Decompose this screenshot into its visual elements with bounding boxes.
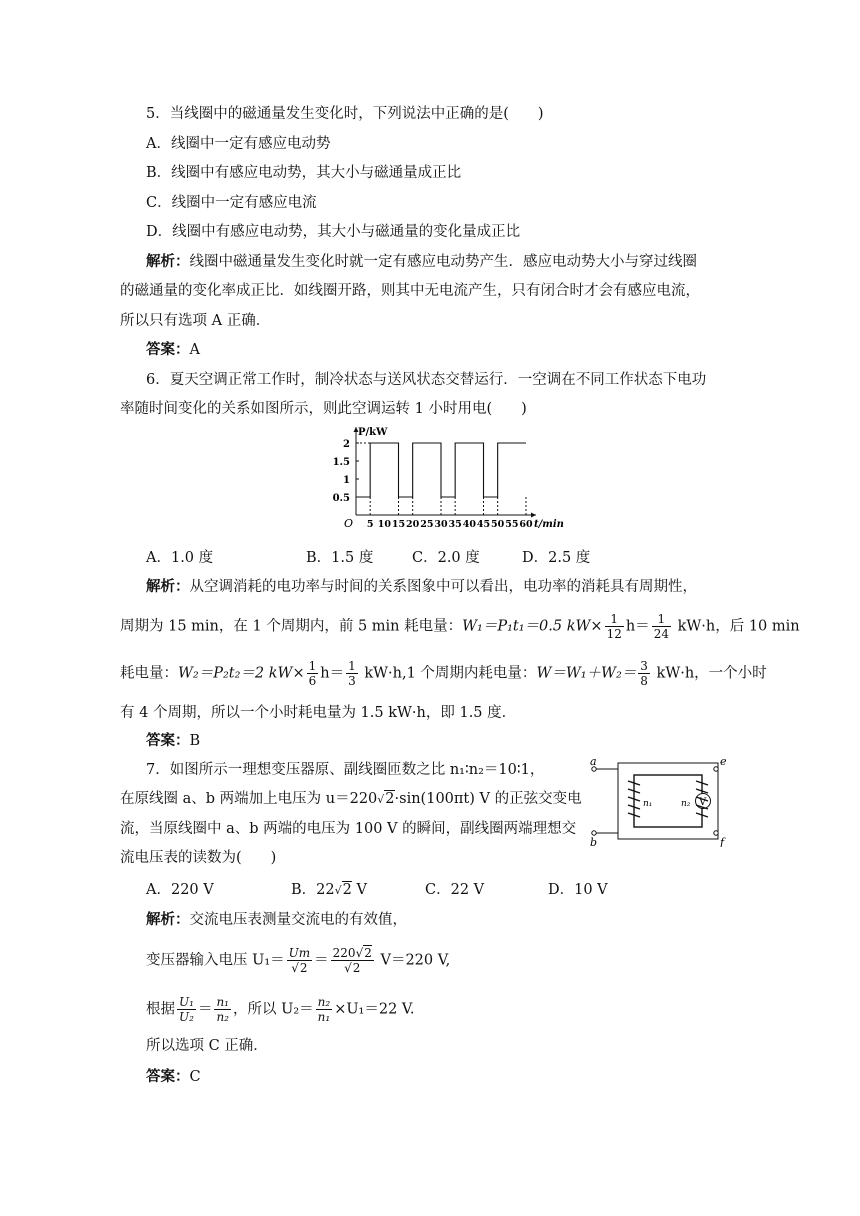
x-axis-arrow	[531, 513, 536, 518]
q6-a3-unit: h＝	[320, 665, 345, 682]
x-tick-label: 45	[476, 519, 491, 530]
q7-option-c: C．22 V	[425, 882, 485, 898]
frac-den: U₂	[179, 1010, 194, 1024]
terminal-a: a	[590, 755, 597, 768]
q6-analysis-line3	[120, 659, 767, 688]
q5-answer-label: 答案：	[146, 341, 190, 358]
frac-num: 1	[348, 659, 356, 673]
q5-analysis-line2: 的磁通量的变化率成正比．如线圈开路，则其中无电流产生，只有闭合时才会有感应电流，	[120, 283, 700, 299]
fraction-n2-n1	[316, 995, 333, 1024]
fraction-1-6	[307, 659, 319, 688]
frac-den: 6	[308, 674, 317, 688]
q6-a2-end: kW·h，后 10 min	[672, 618, 800, 635]
terminal-e: e	[720, 755, 727, 768]
q7-answer	[146, 1067, 201, 1087]
q5-analysis-text1: 线圈中磁通量发生变化时就一定有感应电动势产生．感应电动势大小与穿过线圈	[189, 254, 697, 270]
q6-analysis-text1: 从空调消耗的电功率与时间的关系图象中可以看出，电功率的消耗具有周期性，	[189, 579, 697, 595]
q7-a2-eq: ＝	[314, 952, 329, 969]
frac-den: n₂	[216, 1010, 229, 1024]
x-tick-label: 30	[434, 519, 448, 530]
q7-answer-value: C	[189, 1069, 201, 1085]
q6-a3-end: kW·h，一个小时	[651, 665, 767, 682]
q7-analysis-line1	[146, 910, 407, 930]
fraction-1-24	[652, 612, 671, 641]
q5-analysis-line1	[146, 252, 697, 272]
x-tick-label: 25	[420, 519, 434, 530]
q6-option-d: D．2.5 度	[522, 550, 591, 566]
q6-a3-equation: W₂＝P₂t₂＝2 kW×	[178, 665, 305, 682]
terminal-b: b	[590, 836, 598, 847]
q7-stem-line1: 7．如图所示一理想变压器原、副线圈匝数之比 n₁∶n₂＝10∶1，	[146, 762, 545, 778]
fraction-1-12	[605, 612, 624, 641]
power-time-chart	[326, 423, 570, 541]
fraction-220root2-root2: $\frac{220√2}{√2}$	[332, 946, 372, 975]
transformer-diagram	[588, 755, 738, 847]
terminal-f: f	[720, 836, 725, 847]
q7-a3-eq: ＝	[197, 1001, 213, 1018]
y-tick-label: 0.5	[332, 493, 350, 504]
q6-a3-mid: kW·h,1 个周期内耗电量：	[359, 665, 537, 682]
x-tick-label: 55	[505, 519, 519, 530]
q5-option-c: C．线圈中一定有感应电流	[146, 195, 317, 211]
frac-num-root: 2	[364, 946, 372, 960]
q6-answer-label: 答案：	[146, 732, 190, 749]
frac-den: n₁	[317, 1010, 331, 1024]
frac-den: 8	[640, 674, 648, 688]
x-tick-label: 20	[406, 519, 420, 530]
y-tick-label: 1	[343, 475, 350, 486]
q5-analysis-line3: 所以只有选项 A 正确．	[120, 313, 271, 329]
q7-stem-line3: 流，当原线圈中 a、b 两端的电压为 100 V 的瞬间，副线圈两端理想交	[120, 821, 577, 837]
x-tick-label: 50	[491, 519, 505, 530]
x-tick-label: 40	[462, 519, 476, 530]
q7-l2c: ·sin(100πt) V 的正弦交变电	[394, 791, 582, 807]
x-tick-label: 60	[519, 519, 533, 530]
q6-a2-text: 周期为 15 min，在 1 个周期内，前 5 min 耗电量：	[120, 618, 463, 635]
q6-a2-equation: W₁＝P₁t₁＝0.5 kW×	[462, 618, 603, 635]
q6-analysis-label: 解析：	[146, 578, 190, 595]
q6-analysis-line4: 有 4 个周期，所以一个小时耗电量为 1.5 kW·h，即 1.5 度．	[120, 705, 517, 721]
q7-option-d: D．10 V	[548, 882, 608, 898]
q7-analysis-label: 解析：	[146, 911, 190, 928]
q7-analysis-line2	[146, 946, 450, 975]
q7-l2-root: 2	[385, 791, 395, 807]
x-tick-label: 10	[377, 519, 391, 530]
q6-option-c: C．2.0 度	[412, 550, 480, 566]
q7-opt-b-unit: V	[351, 882, 367, 898]
x-tick-label: 5	[366, 519, 374, 530]
q6-a3-equation2: W＝W₁＋W₂＝	[536, 665, 637, 682]
y-tick-label: 1.5	[332, 457, 350, 468]
frac-num: 3	[640, 659, 648, 673]
q5-answer-value: A	[189, 342, 200, 358]
q6-analysis-line1	[146, 577, 697, 597]
q5-answer	[146, 340, 200, 360]
x-tick-label: 15	[391, 519, 406, 530]
q6-analysis-line2	[120, 612, 800, 641]
q6-option-b: B．1.5 度	[306, 550, 374, 566]
q5-option-a: A．线圈中一定有感应电动势	[146, 136, 331, 152]
q5-stem: 5．当线圈中的磁通量发生变化时，下列说法中正确的是( )	[146, 106, 544, 122]
frac-num: U₁	[179, 995, 194, 1009]
frac-num: n₁	[216, 995, 229, 1009]
q7-a3-end: ×U₁＝22 V.	[334, 1001, 415, 1018]
fraction-u1-u2	[177, 995, 196, 1024]
q7-opt-b-root: 2	[342, 882, 352, 898]
q6-a2-unit: h＝	[625, 618, 650, 635]
frac-den: 2	[299, 961, 308, 975]
q7-a2-pre: 变压器输入电压 U₁＝	[146, 952, 285, 969]
q6-answer-value: B	[189, 733, 201, 749]
fraction-n1-n2	[214, 995, 231, 1024]
frac-den: 3	[348, 674, 356, 688]
fraction-um-root2: $\frac{Um}{√2}$	[288, 946, 311, 975]
q6-stem-line2: 率随时间变化的关系如图所示，则此空调运转 1 小时用电( )	[120, 401, 527, 417]
q6-option-a: A．1.0 度	[146, 550, 214, 566]
fraction-3-8	[638, 659, 650, 688]
q6-a3-text: 耗电量：	[120, 665, 178, 682]
frac-den: 12	[606, 627, 622, 641]
frac-num: 1	[652, 612, 671, 627]
q7-a3-mid: ，所以 U₂＝	[232, 1001, 314, 1018]
power-series-line	[356, 443, 526, 497]
origin-label: O	[344, 517, 354, 530]
q7-option-b: B．22√2 V	[291, 882, 367, 898]
frac-num: 220	[332, 946, 356, 960]
q7-analysis-line3	[146, 995, 414, 1024]
frac-num: 1	[605, 612, 624, 627]
q7-l2a: 在原线圈 a、b 两端加上电压为 u＝220	[120, 791, 378, 807]
x-axis-label: t/min	[534, 519, 564, 530]
q6-stem-line1: 6．夏天空调正常工作时，制冷状态与送风状态交替运行．一空调在不同工作状态下电功	[146, 372, 707, 388]
q7-a2-end: V＝220 V,	[375, 952, 451, 969]
q7-option-a: A．220 V	[146, 882, 214, 898]
frac-den: 24	[653, 627, 669, 641]
q7-analysis-text1: 交流电压表测量交流电的有效值，	[189, 912, 407, 928]
chart-ticks	[333, 439, 533, 530]
q7-answer-label: 答案：	[146, 1068, 190, 1085]
voltmeter-label: V	[699, 797, 707, 808]
y-axis-label: P/kW	[358, 427, 388, 438]
fraction-1-3	[346, 659, 358, 688]
q7-stem-line2: 在原线圈 a、b 两端加上电压为 u＝220√2·sin(100πt) V 的正弦交变电	[120, 791, 582, 807]
q7-opt-b-text: B．22	[291, 882, 335, 898]
q7-a3-pre: 根据	[146, 1001, 175, 1018]
q7-stem-line4: 流电压表的读数为( )	[120, 850, 277, 866]
x-tick-label: 35	[448, 519, 462, 530]
q5-analysis-label: 解析：	[146, 253, 190, 270]
q5-option-d: D．线圈中有感应电动势，其大小与磁通量的变化量成正比	[146, 224, 521, 240]
frac-num: Um	[288, 946, 311, 960]
frac-num: 1	[308, 659, 317, 673]
coil-n1-label: n₁	[643, 799, 653, 809]
coil-n2-label: n₂	[681, 799, 691, 809]
chart-series	[356, 443, 526, 515]
q6-answer	[146, 731, 200, 751]
y-tick-label: 2	[343, 439, 350, 450]
frac-num: n₂	[317, 995, 331, 1009]
q7-analysis-line4: 所以选项 C 正确．	[146, 1038, 268, 1054]
q5-option-b: B．线圈中有感应电动势，其大小与磁通量成正比	[146, 165, 462, 181]
frac-den: 2	[352, 961, 361, 975]
